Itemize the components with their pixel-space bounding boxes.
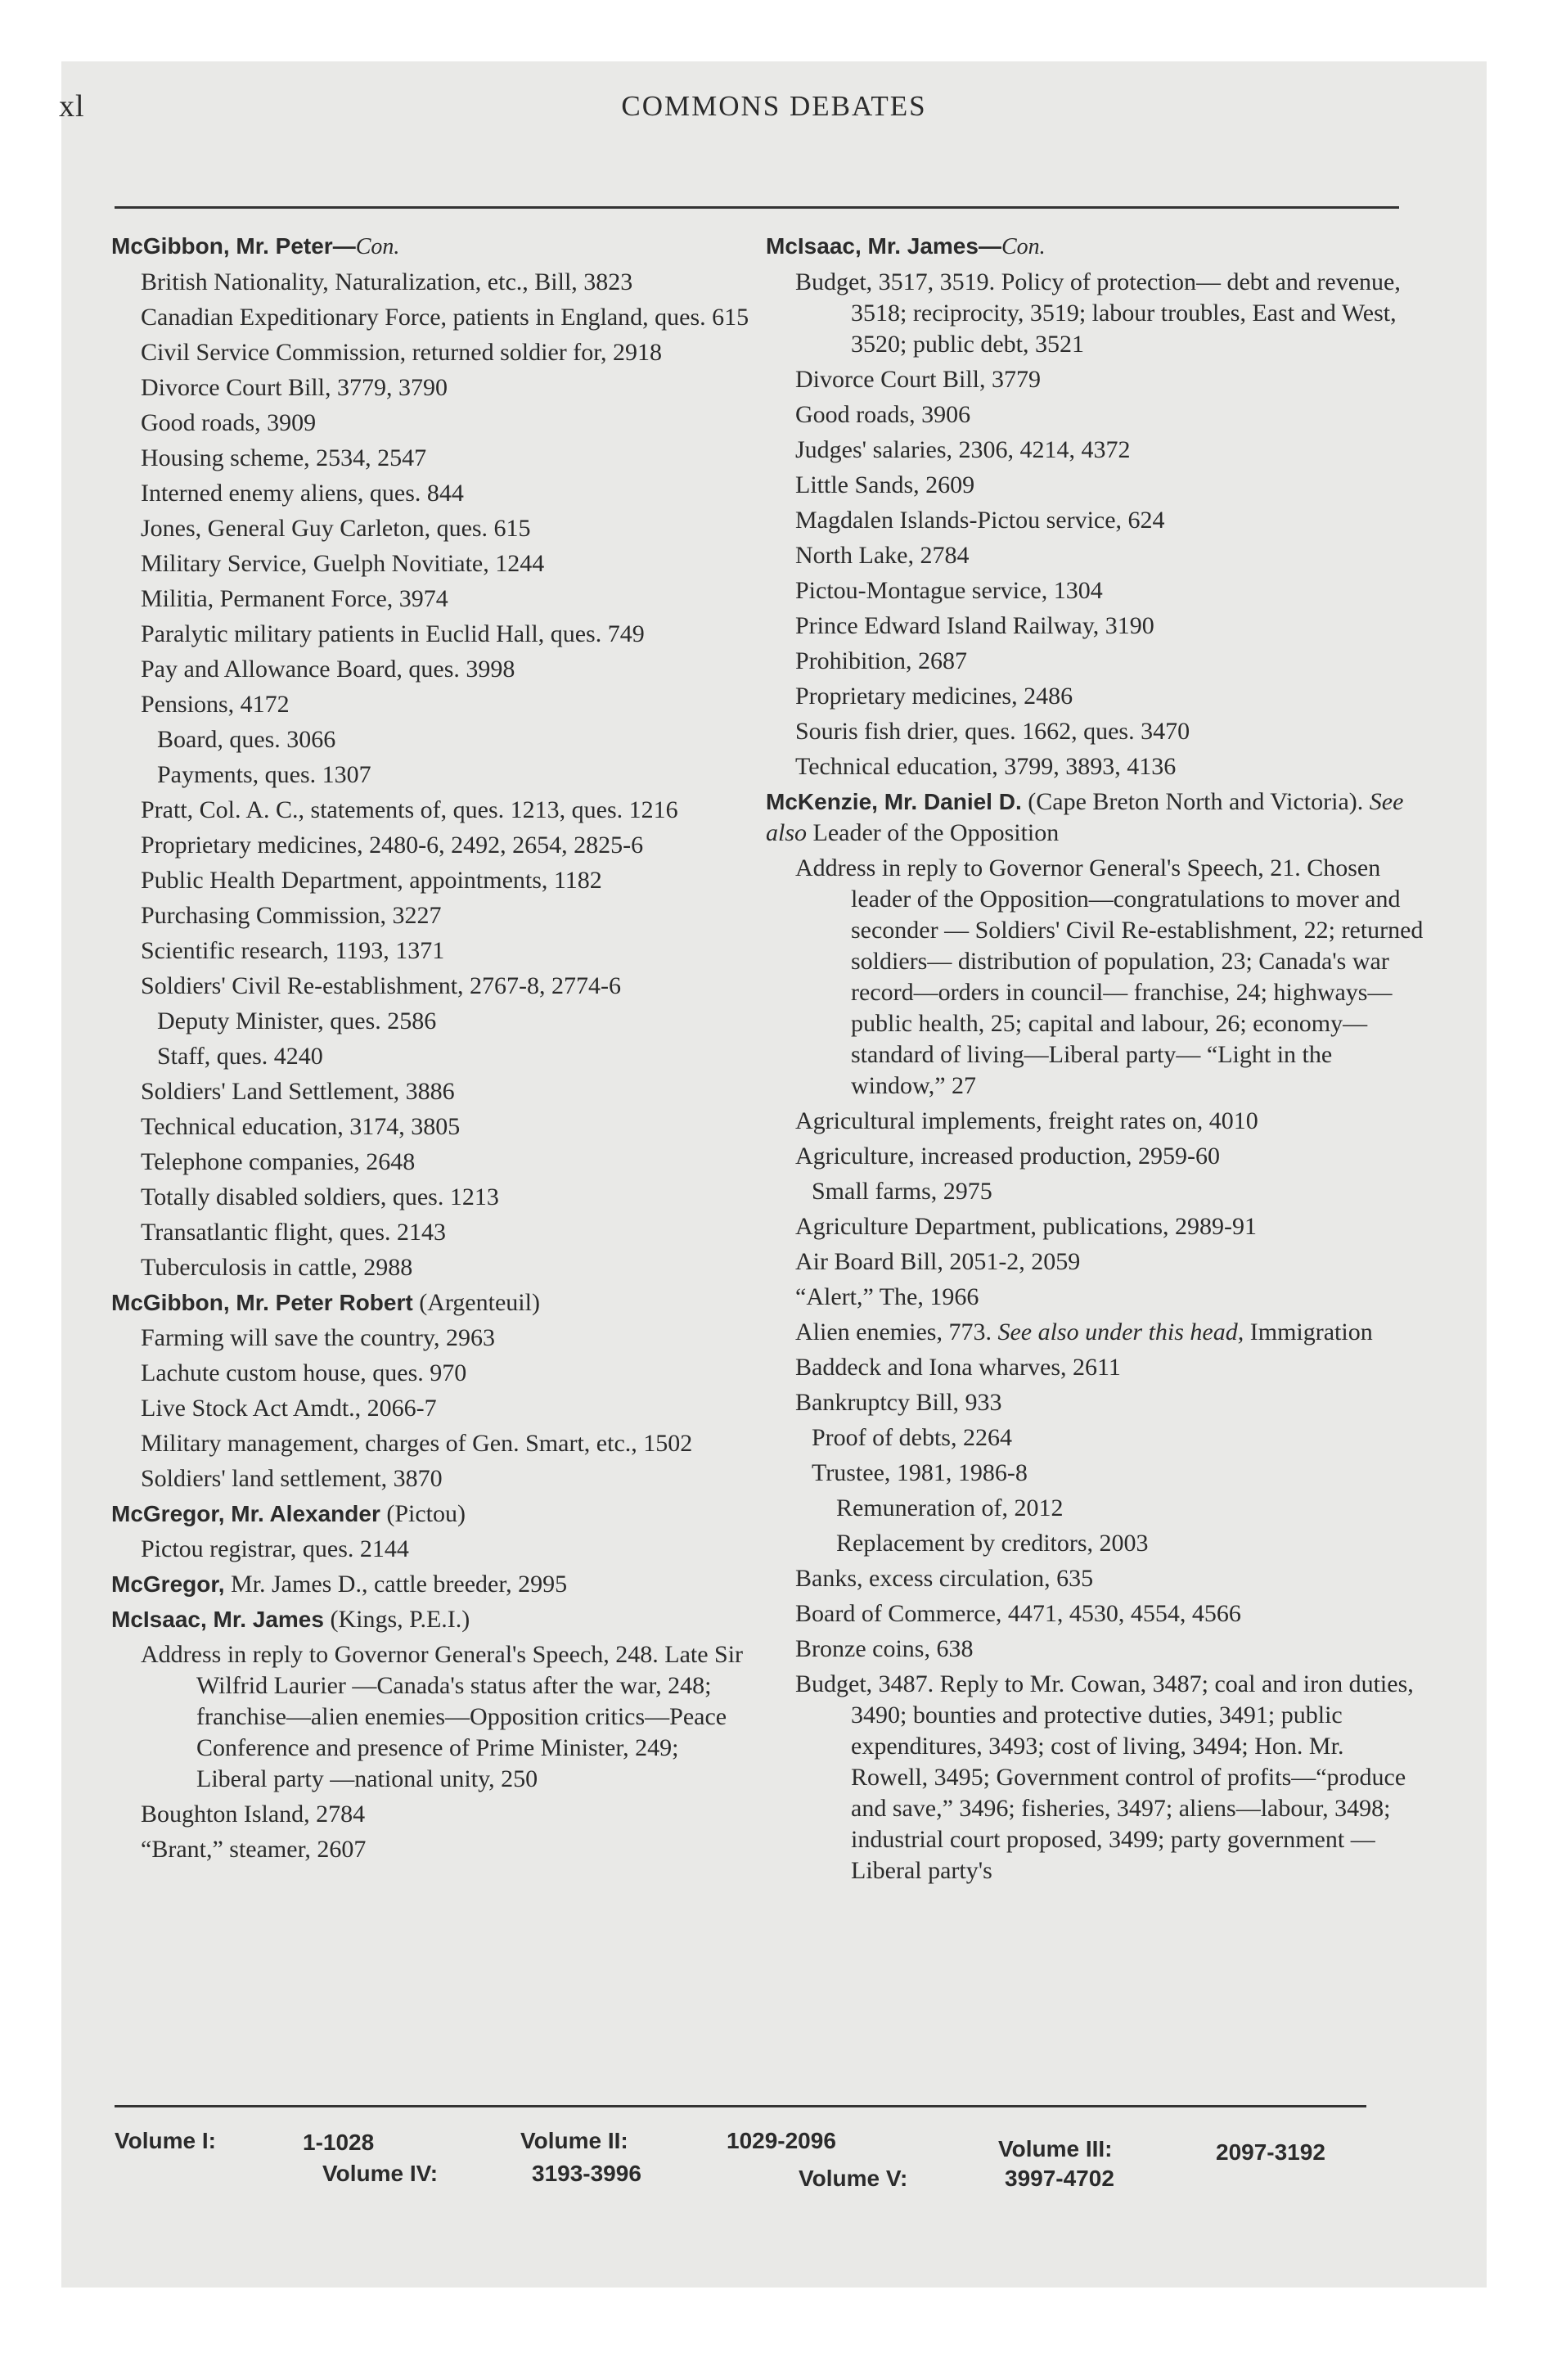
index-heading xyxy=(111,231,753,263)
entry-text: Agricultural implements, freight rates on, 4010 xyxy=(795,1107,1258,1134)
volume-3-range: 2097-3192 xyxy=(1216,2139,1325,2165)
entry-text: Address in reply to Governor General's Speech, 248. Late Sir Wilfrid Laurier —Canada's status after the war, 248; franchise—alien enemies—Opposition critics—Peace Conference and presence of Prime Minister, 249; Liberal party —national unity, 250 xyxy=(141,1641,744,1792)
entry-text: Interned enemy aliens, ques. 844 xyxy=(141,480,464,507)
index-subentry xyxy=(115,1799,753,1830)
index-heading xyxy=(766,231,1424,263)
index-subentry xyxy=(115,1076,753,1107)
entry-text: Immigration xyxy=(1244,1318,1373,1346)
entry-text: Bronze coins, 638 xyxy=(795,1635,974,1662)
index-subentry xyxy=(769,1598,1424,1629)
entry-text: Replacement by creditors, 2003 xyxy=(836,1530,1149,1557)
folio: xl xyxy=(59,89,85,124)
index-subentry xyxy=(769,611,1424,642)
index-subentry xyxy=(115,1534,753,1565)
index-subentry xyxy=(115,1147,753,1178)
index-subentry xyxy=(769,399,1424,430)
entry-text: Proof of debts, 2264 xyxy=(812,1424,1012,1451)
entry-text: Pratt, Col. A. C., statements of, ques. 1213, ques. 1216 xyxy=(141,796,678,823)
index-subentry xyxy=(769,1106,1424,1137)
entry-text: Little Sands, 2609 xyxy=(795,471,975,498)
index-subentry xyxy=(115,795,753,826)
index-heading xyxy=(111,1287,753,1318)
index-subentry xyxy=(115,1834,753,1865)
index-subentry xyxy=(115,1463,753,1494)
entry-text: Good roads, 3906 xyxy=(795,401,971,428)
entry-text: Divorce Court Bill, 3779 xyxy=(795,366,1041,393)
entry-text: Agriculture, increased production, 2959-60 xyxy=(795,1143,1221,1170)
entry-text: North Lake, 2784 xyxy=(795,542,970,569)
running-head: COMMONS DEBATES xyxy=(621,90,927,122)
index-subentry xyxy=(115,267,753,298)
entry-text: Tuberculosis in cattle, 2988 xyxy=(141,1254,413,1281)
entry-text: Judges' salaries, 2306, 4214, 4372 xyxy=(795,436,1131,463)
entry-text: See also xyxy=(766,788,1404,846)
entry-text: McIsaac, Mr. James— xyxy=(766,233,1001,259)
entry-text: Board of Commerce, 4471, 4530, 4554, 4566 xyxy=(795,1600,1241,1627)
index-subentry xyxy=(769,853,1424,1102)
index-subentry xyxy=(769,575,1424,606)
entry-text: Mr. James D., cattle breeder, 2995 xyxy=(224,1571,568,1598)
index-subentry xyxy=(769,1563,1424,1594)
volume-2-label: Volume II: xyxy=(520,2128,628,2153)
entry-text: Deputy Minister, ques. 2586 xyxy=(157,1007,437,1034)
entry-text: Farming will save the country, 2963 xyxy=(141,1324,495,1351)
entry-text: Alien enemies, 773. xyxy=(795,1318,998,1346)
index-subentry xyxy=(115,900,753,931)
index-subentry xyxy=(769,1422,1424,1454)
index-heading xyxy=(111,1604,753,1635)
index-subentry xyxy=(115,478,753,509)
entry-text: Prince Edward Island Railway, 3190 xyxy=(795,612,1154,639)
index-subentry xyxy=(769,470,1424,501)
index-subentry xyxy=(115,1323,753,1354)
volume-5-label: Volume V: xyxy=(799,2166,908,2191)
index-subentry xyxy=(115,830,753,861)
entry-text: McGibbon, Mr. Peter Robert xyxy=(111,1290,413,1315)
entry-text: (Kings, P.E.I.) xyxy=(323,1606,470,1633)
index-subentry xyxy=(115,865,753,896)
entry-text: Trustee, 1981, 1986-8 xyxy=(812,1459,1028,1486)
index-subentry xyxy=(115,971,753,1002)
index-subentry xyxy=(769,505,1424,536)
entry-text: (Argenteuil) xyxy=(412,1289,540,1316)
entry-text: Con. xyxy=(1001,234,1046,259)
entry-text: Budget, 3487. Reply to Mr. Cowan, 3487; coal and iron duties, 3490; bounties and protective duties, 3491; public expenditures, 3493; cost of living, 3494; Hon. Mr. Rowell, 3495; Government control of profits—“produce and save,” 3496; fisheries, 3497; aliens—labour, 3498; industrial court proposed, 3499; party government — Liberal party's xyxy=(795,1670,1414,1884)
index-subentry xyxy=(769,751,1424,782)
index-subentry xyxy=(115,1393,753,1424)
entry-text: Bankruptcy Bill, 933 xyxy=(795,1389,1002,1416)
entry-text: Jones, General Guy Carleton, ques. 615 xyxy=(141,515,531,542)
index-subentry xyxy=(769,681,1424,712)
index-heading xyxy=(111,1499,753,1530)
right-column xyxy=(766,231,1424,1891)
entry-text: Proprietary medicines, 2486 xyxy=(795,683,1073,710)
index-subentry xyxy=(115,654,753,685)
index-subentry xyxy=(769,1458,1424,1489)
left-column xyxy=(111,231,753,1869)
index-subentry xyxy=(115,935,753,967)
index-subentry xyxy=(115,1182,753,1213)
entry-text: McGregor, Mr. Alexander xyxy=(111,1501,380,1526)
index-subentry xyxy=(769,540,1424,571)
index-subentry xyxy=(769,1634,1424,1665)
entry-text: Magdalen Islands-Pictou service, 624 xyxy=(795,507,1165,534)
volume-4-label: Volume IV: xyxy=(322,2161,439,2186)
index-subentry xyxy=(115,1358,753,1389)
entry-text: Good roads, 3909 xyxy=(141,409,317,436)
header-rule xyxy=(115,206,1399,209)
footer-rule xyxy=(115,2105,1366,2107)
index-subentry xyxy=(769,1387,1424,1418)
index-subentry xyxy=(115,1252,753,1283)
volume-1-label: Volume I: xyxy=(115,2128,216,2153)
entry-text: See also under this head, xyxy=(997,1318,1244,1346)
entry-text: Scientific research, 1193, 1371 xyxy=(141,937,445,964)
index-subentry xyxy=(115,760,753,791)
entry-text: Civil Service Commission, returned soldier for, 2918 xyxy=(141,339,663,366)
index-subentry xyxy=(115,337,753,368)
index-subentry xyxy=(769,716,1424,747)
index-subentry xyxy=(769,1176,1424,1207)
index-subentry xyxy=(115,1639,753,1795)
entry-text: Technical education, 3799, 3893, 4136 xyxy=(795,753,1177,780)
entry-text: Pensions, 4172 xyxy=(141,691,290,718)
entry-text: Military management, charges of Gen. Smart, etc., 1502 xyxy=(141,1430,693,1457)
index-subentry xyxy=(769,1141,1424,1172)
volume-4-range: 3193-3996 xyxy=(532,2161,641,2186)
entry-text: Pictou-Montague service, 1304 xyxy=(795,577,1103,604)
entry-text: Soldiers' land settlement, 3870 xyxy=(141,1465,443,1492)
index-subentry xyxy=(115,1041,753,1072)
entry-text: Transatlantic flight, ques. 2143 xyxy=(141,1219,447,1246)
index-subentry xyxy=(115,1217,753,1248)
entry-text: Baddeck and Iona wharves, 2611 xyxy=(795,1354,1121,1381)
entry-text: Budget, 3517, 3519. Policy of protection— debt and revenue, 3518; reciprocity, 3519; labour troubles, East and West, 3520; public debt, 3521 xyxy=(795,268,1401,358)
entry-text: (Pictou) xyxy=(380,1500,466,1527)
index-subentry xyxy=(115,1111,753,1143)
entry-text: Proprietary medicines, 2480-6, 2492, 2654, 2825-6 xyxy=(141,832,644,859)
entry-text: “Alert,” The, 1966 xyxy=(795,1283,979,1310)
index-subentry xyxy=(769,1282,1424,1313)
index-subentry xyxy=(769,1528,1424,1559)
entry-text: Board, ques. 3066 xyxy=(157,726,336,753)
entry-text: “Brant,” steamer, 2607 xyxy=(141,1836,367,1863)
volume-1-range: 1-1028 xyxy=(303,2130,375,2155)
entry-text: Souris fish drier, ques. 1662, ques. 3470 xyxy=(795,718,1190,745)
index-subentry xyxy=(115,548,753,579)
index-subentry xyxy=(115,408,753,439)
entry-text: Housing scheme, 2534, 2547 xyxy=(141,444,427,471)
entry-text: Soldiers' Land Settlement, 3886 xyxy=(141,1078,455,1105)
entry-text: Boughton Island, 2784 xyxy=(141,1801,366,1828)
index-subentry xyxy=(769,1669,1424,1886)
entry-text: McIsaac, Mr. James xyxy=(111,1607,324,1632)
index-subentry xyxy=(769,1211,1424,1242)
entry-text: Air Board Bill, 2051-2, 2059 xyxy=(795,1248,1081,1275)
index-subentry xyxy=(115,302,753,333)
index-subentry xyxy=(769,435,1424,466)
index-subentry xyxy=(115,584,753,615)
entry-text: Divorce Court Bill, 3779, 3790 xyxy=(141,374,448,401)
entry-text: Remuneration of, 2012 xyxy=(836,1494,1064,1521)
entry-text: Soldiers' Civil Re-establishment, 2767-8, 2774-6 xyxy=(141,972,622,999)
entry-text: Totally disabled soldiers, ques. 1213 xyxy=(141,1183,499,1210)
index-subentry xyxy=(769,364,1424,395)
index-subentry xyxy=(115,513,753,544)
index-heading xyxy=(766,787,1424,849)
entry-text: Canadian Expeditionary Force, patients in England, ques. 615 xyxy=(141,304,749,331)
entry-text: Leader of the Opposition xyxy=(807,819,1060,846)
entry-text: Paralytic military patients in Euclid Hall, ques. 749 xyxy=(141,620,645,647)
entry-text: Technical education, 3174, 3805 xyxy=(141,1113,461,1140)
entry-text: Staff, ques. 4240 xyxy=(157,1043,323,1070)
index-subentry xyxy=(769,1493,1424,1524)
index-subentry xyxy=(769,1246,1424,1278)
entry-text: Pictou registrar, ques. 2144 xyxy=(141,1535,409,1562)
volume-5-range: 3997-4702 xyxy=(1005,2166,1114,2191)
entry-text: McGibbon, Mr. Peter— xyxy=(111,233,356,259)
index-subentry xyxy=(115,372,753,403)
index-subentry xyxy=(115,1428,753,1459)
entry-text: McGregor, xyxy=(111,1571,225,1597)
entry-text: Pay and Allowance Board, ques. 3998 xyxy=(141,656,515,683)
index-subentry xyxy=(769,646,1424,677)
entry-text: McKenzie, Mr. Daniel D. xyxy=(766,789,1022,814)
entry-text: Public Health Department, appointments, 1182 xyxy=(141,867,602,894)
entry-text: Live Stock Act Amdt., 2066-7 xyxy=(141,1395,437,1422)
entry-text: Banks, excess circulation, 635 xyxy=(795,1565,1094,1592)
index-subentry xyxy=(115,619,753,650)
index-subentry xyxy=(769,1352,1424,1383)
volume-3-label: Volume III: xyxy=(998,2136,1113,2161)
entry-text: (Cape Breton North and Victoria). xyxy=(1021,788,1370,815)
index-subentry xyxy=(769,267,1424,360)
entry-text: British Nationality, Naturalization, etc., Bill, 3823 xyxy=(141,268,633,295)
volume-2-range: 1029-2096 xyxy=(727,2128,836,2153)
entry-text: Militia, Permanent Force, 3974 xyxy=(141,585,448,612)
entry-text: Prohibition, 2687 xyxy=(795,647,968,674)
entry-text: Payments, ques. 1307 xyxy=(157,761,371,788)
index-subentry xyxy=(769,1317,1424,1348)
index-subentry xyxy=(115,689,753,720)
entry-text: Purchasing Commission, 3227 xyxy=(141,902,442,929)
entry-text: Telephone companies, 2648 xyxy=(141,1148,416,1175)
entry-text: Military Service, Guelph Novitiate, 1244 xyxy=(141,550,545,577)
index-heading xyxy=(111,1569,753,1600)
entry-text: Agriculture Department, publications, 2989-91 xyxy=(795,1213,1258,1240)
entry-text: Lachute custom house, ques. 970 xyxy=(141,1359,467,1386)
index-subentry xyxy=(115,443,753,474)
entry-text: Small farms, 2975 xyxy=(812,1178,992,1205)
index-subentry xyxy=(115,1006,753,1037)
entry-text: Address in reply to Governor General's Speech, 21. Chosen leader of the Opposition—congratulations to mover and seconder — Soldiers' Civil Re-establishment, 22; returned soldiers— distribution of population, 23; Canada's war record—orders in council— franchise, 24; highways—public health, 25; capital and labour, 26; economy— standard of living—Liberal party— “Light in the window,” 27 xyxy=(795,854,1424,1099)
entry-text: Con. xyxy=(355,234,400,259)
index-subentry xyxy=(115,724,753,755)
